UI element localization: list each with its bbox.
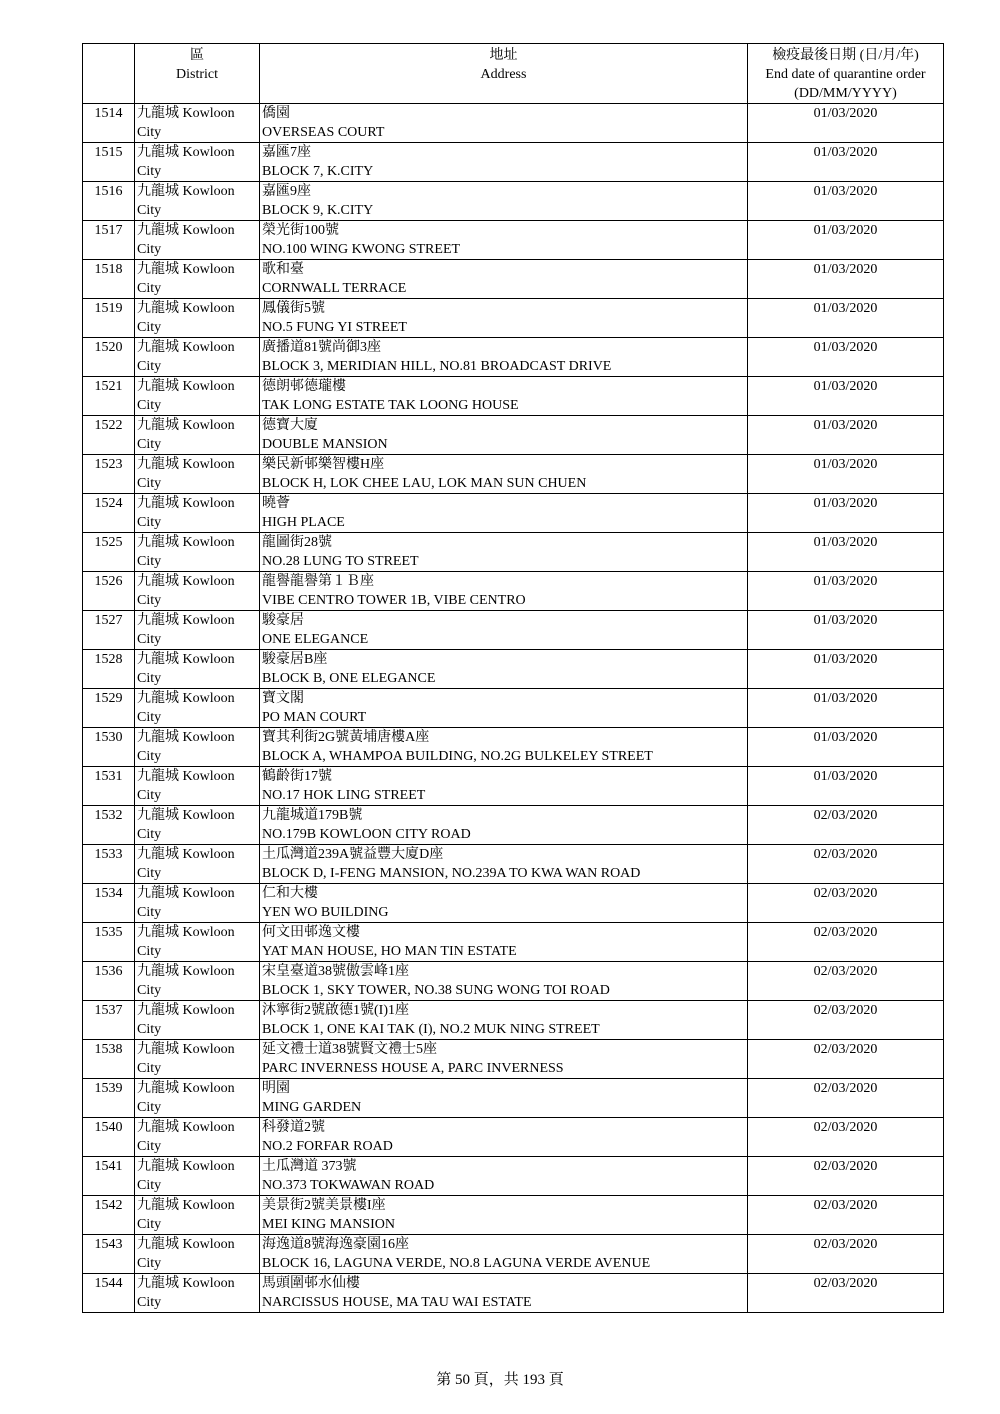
table-row [83, 182, 944, 221]
address-cell [260, 221, 748, 260]
address-zh: 龍圖街28號 [262, 535, 332, 550]
row-number: 1544 [83, 1274, 135, 1313]
header-address [260, 44, 748, 104]
district-cell [135, 884, 260, 923]
address-cell [260, 845, 748, 884]
address-cell [260, 1118, 748, 1157]
district-line-2: City [137, 632, 162, 647]
row-number: 1542 [83, 1196, 135, 1235]
end-date-cell: 02/03/2020 [748, 1235, 944, 1274]
row-number: 1520 [83, 338, 135, 377]
district-line-1: 九龍城 Kowloon [137, 1120, 235, 1135]
table-row [83, 143, 944, 182]
address-en: MEI KING MANSION [262, 1217, 395, 1232]
address-en: VIBE CENTRO TOWER 1B, VIBE CENTRO [262, 593, 526, 608]
header-date-format: (DD/MM/YYYY) [794, 86, 897, 101]
row-number: 1534 [83, 884, 135, 923]
table-row [83, 494, 944, 533]
district-line-2: City [137, 1139, 162, 1154]
end-date-cell: 02/03/2020 [748, 962, 944, 1001]
district-line-2: City [137, 983, 162, 998]
district-line-2: City [137, 203, 162, 218]
address-cell [260, 1157, 748, 1196]
row-number: 1540 [83, 1118, 135, 1157]
district-line-2: City [137, 1256, 162, 1271]
row-number: 1519 [83, 299, 135, 338]
district-line-2: City [137, 320, 162, 335]
district-cell [135, 962, 260, 1001]
address-cell [260, 884, 748, 923]
address-cell [260, 1001, 748, 1040]
district-line-1: 九龍城 Kowloon [137, 340, 235, 355]
district-line-1: 九龍城 Kowloon [137, 1159, 235, 1174]
address-en: DOUBLE MANSION [262, 437, 388, 452]
page-number: 第 50 頁，共 193 頁 [436, 1372, 564, 1388]
address-cell [260, 533, 748, 572]
address-en: BLOCK B, ONE ELEGANCE [262, 671, 436, 686]
district-line-1: 九龍城 Kowloon [137, 925, 235, 940]
end-date-cell: 01/03/2020 [748, 650, 944, 689]
district-cell [135, 728, 260, 767]
table-header-row [83, 44, 944, 104]
row-number: 1515 [83, 143, 135, 182]
district-line-2: City [137, 242, 162, 257]
district-line-2: City [137, 1022, 162, 1037]
address-en: PARC INVERNESS HOUSE A, PARC INVERNESS [262, 1061, 564, 1076]
row-number: 1514 [83, 104, 135, 143]
address-cell [260, 962, 748, 1001]
district-cell [135, 260, 260, 299]
row-number: 1541 [83, 1157, 135, 1196]
address-zh: 馬頭圍邨水仙樓 [262, 1276, 360, 1291]
district-cell [135, 806, 260, 845]
address-zh: 鳳儀街5號 [262, 301, 325, 316]
district-line-1: 九龍城 Kowloon [137, 613, 235, 628]
table-row [83, 962, 944, 1001]
district-line-2: City [137, 554, 162, 569]
district-cell [135, 455, 260, 494]
address-cell [260, 1274, 748, 1313]
table-row [83, 1157, 944, 1196]
district-line-2: City [137, 1295, 162, 1310]
address-zh: 樂民新邨樂智樓H座 [262, 457, 385, 472]
district-line-1: 九龍城 Kowloon [137, 808, 235, 823]
address-zh: 駿豪居B座 [262, 652, 328, 667]
district-line-1: 九龍城 Kowloon [137, 886, 235, 901]
address-cell [260, 260, 748, 299]
district-line-1: 九龍城 Kowloon [137, 652, 235, 667]
header-date-en: End date of quarantine order [765, 67, 926, 82]
address-zh: 科發道2號 [262, 1120, 325, 1135]
table-row [83, 533, 944, 572]
address-cell [260, 455, 748, 494]
row-number: 1537 [83, 1001, 135, 1040]
district-line-1: 九龍城 Kowloon [137, 1081, 235, 1096]
address-cell [260, 689, 748, 728]
end-date-cell: 01/03/2020 [748, 182, 944, 221]
row-number: 1524 [83, 494, 135, 533]
header-number [83, 44, 135, 104]
address-cell [260, 416, 748, 455]
district-cell [135, 1235, 260, 1274]
district-line-2: City [137, 515, 162, 530]
table-row [83, 1040, 944, 1079]
end-date-cell: 01/03/2020 [748, 143, 944, 182]
table-row [83, 767, 944, 806]
row-number: 1531 [83, 767, 135, 806]
end-date-cell: 01/03/2020 [748, 221, 944, 260]
district-line-1: 九龍城 Kowloon [137, 574, 235, 589]
table-row [83, 650, 944, 689]
row-number: 1532 [83, 806, 135, 845]
address-cell [260, 1040, 748, 1079]
end-date-cell: 01/03/2020 [748, 338, 944, 377]
district-line-2: City [137, 1061, 162, 1076]
table-row [83, 1235, 944, 1274]
address-zh: 嘉匯7座 [262, 145, 311, 160]
district-line-1: 九龍城 Kowloon [137, 847, 235, 862]
row-number: 1543 [83, 1235, 135, 1274]
address-zh: 鶴齡街17號 [262, 769, 332, 784]
address-zh: 美景街2號美景樓I座 [262, 1198, 386, 1213]
table-row [83, 611, 944, 650]
table-row [83, 1274, 944, 1313]
end-date-cell: 01/03/2020 [748, 533, 944, 572]
address-en: YEN WO BUILDING [262, 905, 389, 920]
row-number: 1525 [83, 533, 135, 572]
address-cell [260, 494, 748, 533]
district-cell [135, 1001, 260, 1040]
address-en: BLOCK H, LOK CHEE LAU, LOK MAN SUN CHUEN [262, 476, 587, 491]
district-line-2: City [137, 749, 162, 764]
row-number: 1517 [83, 221, 135, 260]
address-en: NO.100 WING KWONG STREET [262, 242, 461, 257]
table-row [83, 416, 944, 455]
row-number: 1521 [83, 377, 135, 416]
district-line-1: 九龍城 Kowloon [137, 223, 235, 238]
address-cell [260, 923, 748, 962]
district-line-1: 九龍城 Kowloon [137, 691, 235, 706]
address-en: PO MAN COURT [262, 710, 367, 725]
row-number: 1530 [83, 728, 135, 767]
address-cell [260, 767, 748, 806]
district-line-2: City [137, 593, 162, 608]
end-date-cell: 02/03/2020 [748, 1196, 944, 1235]
district-line-1: 九龍城 Kowloon [137, 730, 235, 745]
quarantine-table [82, 43, 944, 1313]
address-en: BLOCK D, I-FENG MANSION, NO.239A TO KWA WAN ROAD [262, 866, 641, 881]
address-zh: 何文田邨逸文樓 [262, 925, 360, 940]
district-cell [135, 221, 260, 260]
table-row [83, 689, 944, 728]
address-en: BLOCK 3, MERIDIAN HILL, NO.81 BROADCAST DRIVE [262, 359, 612, 374]
address-en: MING GARDEN [262, 1100, 362, 1115]
district-line-2: City [137, 281, 162, 296]
address-en: NO.2 FORFAR ROAD [262, 1139, 393, 1154]
address-en: BLOCK 1, ONE KAI TAK (I), NO.2 MUK NING STREET [262, 1022, 600, 1037]
district-line-2: City [137, 710, 162, 725]
district-line-1: 九龍城 Kowloon [137, 1237, 235, 1252]
address-zh: 寶文閣 [262, 691, 304, 706]
district-cell [135, 923, 260, 962]
district-cell [135, 650, 260, 689]
end-date-cell: 01/03/2020 [748, 689, 944, 728]
address-en: TAK LONG ESTATE TAK LOONG HOUSE [262, 398, 519, 413]
address-cell [260, 650, 748, 689]
table-body [83, 104, 944, 1313]
table-row [83, 728, 944, 767]
district-cell [135, 1157, 260, 1196]
row-number: 1516 [83, 182, 135, 221]
address-zh: 德寶大廈 [262, 418, 318, 433]
address-zh: 宋皇臺道38號傲雲峰1座 [262, 964, 409, 979]
district-line-2: City [137, 359, 162, 374]
district-line-1: 九龍城 Kowloon [137, 535, 235, 550]
row-number: 1536 [83, 962, 135, 1001]
district-line-1: 九龍城 Kowloon [137, 301, 235, 316]
end-date-cell: 01/03/2020 [748, 104, 944, 143]
table-row [83, 572, 944, 611]
address-cell [260, 338, 748, 377]
end-date-cell: 01/03/2020 [748, 260, 944, 299]
end-date-cell: 01/03/2020 [748, 377, 944, 416]
address-en: NO.373 TOKWAWAN ROAD [262, 1178, 435, 1193]
address-en: BLOCK 9, K.CITY [262, 203, 374, 218]
address-zh: 嘉匯9座 [262, 184, 311, 199]
district-cell [135, 572, 260, 611]
district-line-1: 九龍城 Kowloon [137, 769, 235, 784]
district-cell [135, 338, 260, 377]
address-en: NO.179B KOWLOON CITY ROAD [262, 827, 471, 842]
district-line-1: 九龍城 Kowloon [137, 964, 235, 979]
district-line-2: City [137, 866, 162, 881]
address-zh: 明園 [262, 1081, 290, 1096]
district-cell [135, 1118, 260, 1157]
table-row [83, 1196, 944, 1235]
table-row [83, 1001, 944, 1040]
table-row [83, 299, 944, 338]
district-line-2: City [137, 788, 162, 803]
table-row [83, 377, 944, 416]
row-number: 1528 [83, 650, 135, 689]
address-cell [260, 1196, 748, 1235]
district-cell [135, 299, 260, 338]
table-row [83, 260, 944, 299]
district-line-2: City [137, 1217, 162, 1232]
end-date-cell: 02/03/2020 [748, 1001, 944, 1040]
district-line-2: City [137, 398, 162, 413]
end-date-cell: 02/03/2020 [748, 1157, 944, 1196]
address-cell [260, 182, 748, 221]
district-cell [135, 143, 260, 182]
table-row [83, 923, 944, 962]
row-number: 1539 [83, 1079, 135, 1118]
district-cell [135, 1040, 260, 1079]
row-number: 1526 [83, 572, 135, 611]
address-zh: 海逸道8號海逸豪園16座 [262, 1237, 409, 1252]
address-cell [260, 104, 748, 143]
district-cell [135, 182, 260, 221]
district-cell [135, 611, 260, 650]
district-cell [135, 494, 260, 533]
table-row [83, 338, 944, 377]
address-zh: 土瓜灣道239A號益豐大廈D座 [262, 847, 444, 862]
address-zh: 九龍城道179B號 [262, 808, 363, 823]
district-line-2: City [137, 1178, 162, 1193]
address-en: BLOCK A, WHAMPOA BUILDING, NO.2G BULKELEY STREET [262, 749, 653, 764]
district-line-1: 九龍城 Kowloon [137, 145, 235, 160]
row-number: 1535 [83, 923, 135, 962]
district-line-2: City [137, 125, 162, 140]
district-line-1: 九龍城 Kowloon [137, 1198, 235, 1213]
district-line-1: 九龍城 Kowloon [137, 496, 235, 511]
address-en: CORNWALL TERRACE [262, 281, 407, 296]
district-line-1: 九龍城 Kowloon [137, 379, 235, 394]
address-en: NO.17 HOK LING STREET [262, 788, 426, 803]
table-row [83, 104, 944, 143]
district-line-1: 九龍城 Kowloon [137, 1003, 235, 1018]
end-date-cell: 02/03/2020 [748, 923, 944, 962]
table-row [83, 455, 944, 494]
address-zh: 榮光街100號 [262, 223, 339, 238]
end-date-cell: 02/03/2020 [748, 845, 944, 884]
address-zh: 龍譽龍譽第１Ｂ座 [262, 574, 374, 589]
district-cell [135, 533, 260, 572]
table-row [83, 845, 944, 884]
address-cell [260, 299, 748, 338]
header-district-zh: 區 [190, 48, 204, 63]
address-cell [260, 1235, 748, 1274]
address-en: BLOCK 7, K.CITY [262, 164, 374, 179]
row-number: 1529 [83, 689, 135, 728]
row-number: 1527 [83, 611, 135, 650]
row-number: 1522 [83, 416, 135, 455]
address-cell [260, 572, 748, 611]
address-cell [260, 377, 748, 416]
address-en: OVERSEAS COURT [262, 125, 385, 140]
table-row [83, 1118, 944, 1157]
header-date-zh: 檢疫最後日期 (日/月/年) [772, 48, 919, 63]
address-zh: 寶其利街2G號黃埔唐樓A座 [262, 730, 430, 745]
district-line-2: City [137, 1100, 162, 1115]
district-line-2: City [137, 905, 162, 920]
end-date-cell: 01/03/2020 [748, 494, 944, 533]
district-line-1: 九龍城 Kowloon [137, 1276, 235, 1291]
header-date [748, 44, 944, 104]
end-date-cell: 02/03/2020 [748, 1118, 944, 1157]
end-date-cell: 01/03/2020 [748, 299, 944, 338]
address-cell [260, 728, 748, 767]
end-date-cell: 01/03/2020 [748, 767, 944, 806]
address-zh: 僑園 [262, 106, 290, 121]
address-cell [260, 806, 748, 845]
table-row [83, 1079, 944, 1118]
end-date-cell: 02/03/2020 [748, 806, 944, 845]
address-cell [260, 611, 748, 650]
address-zh: 德朗邨德瓏樓 [262, 379, 346, 394]
end-date-cell: 02/03/2020 [748, 1274, 944, 1313]
district-line-1: 九龍城 Kowloon [137, 106, 235, 121]
address-zh: 駿豪居 [262, 613, 304, 628]
address-zh: 土瓜灣道 373號 [262, 1159, 357, 1174]
row-number: 1518 [83, 260, 135, 299]
district-line-2: City [137, 476, 162, 491]
end-date-cell: 01/03/2020 [748, 572, 944, 611]
header-district-en: District [176, 67, 218, 82]
address-zh: 沐寧街2號啟德1號(I)1座 [262, 1003, 409, 1018]
district-cell [135, 689, 260, 728]
end-date-cell: 01/03/2020 [748, 728, 944, 767]
district-line-1: 九龍城 Kowloon [137, 418, 235, 433]
address-en: BLOCK 1, SKY TOWER, NO.38 SUNG WONG TOI ROAD [262, 983, 610, 998]
address-en: BLOCK 16, LAGUNA VERDE, NO.8 LAGUNA VERDE AVENUE [262, 1256, 651, 1271]
district-line-1: 九龍城 Kowloon [137, 1042, 235, 1057]
district-cell [135, 377, 260, 416]
district-cell [135, 1274, 260, 1313]
district-line-2: City [137, 671, 162, 686]
district-cell [135, 767, 260, 806]
address-zh: 仁和大樓 [262, 886, 318, 901]
district-cell [135, 1079, 260, 1118]
address-zh: 延文禮士道38號賢文禮士5座 [262, 1042, 437, 1057]
address-en: HIGH PLACE [262, 515, 345, 530]
end-date-cell: 02/03/2020 [748, 1040, 944, 1079]
table-row [83, 884, 944, 923]
table-row [83, 221, 944, 260]
district-line-1: 九龍城 Kowloon [137, 262, 235, 277]
address-zh: 廣播道81號尚御3座 [262, 340, 381, 355]
header-address-zh: 地址 [489, 48, 518, 63]
district-line-1: 九龍城 Kowloon [137, 457, 235, 472]
table-row [83, 806, 944, 845]
address-zh: 歌和臺 [262, 262, 304, 277]
address-cell [260, 1079, 748, 1118]
end-date-cell: 01/03/2020 [748, 455, 944, 494]
address-cell [260, 143, 748, 182]
district-line-2: City [137, 164, 162, 179]
district-line-1: 九龍城 Kowloon [137, 184, 235, 199]
row-number: 1533 [83, 845, 135, 884]
end-date-cell: 02/03/2020 [748, 1079, 944, 1118]
district-cell [135, 104, 260, 143]
district-line-2: City [137, 437, 162, 452]
address-en: NO.28 LUNG TO STREET [262, 554, 419, 569]
end-date-cell: 01/03/2020 [748, 416, 944, 455]
address-zh: 曉薈 [262, 496, 290, 511]
district-line-2: City [137, 827, 162, 842]
address-en: NO.5 FUNG YI STREET [262, 320, 407, 335]
end-date-cell: 02/03/2020 [748, 884, 944, 923]
district-cell [135, 1196, 260, 1235]
header-district [135, 44, 260, 104]
address-en: YAT MAN HOUSE, HO MAN TIN ESTATE [262, 944, 517, 959]
end-date-cell: 01/03/2020 [748, 611, 944, 650]
district-line-2: City [137, 944, 162, 959]
district-cell [135, 845, 260, 884]
row-number: 1538 [83, 1040, 135, 1079]
header-address-en: Address [480, 67, 527, 82]
row-number: 1523 [83, 455, 135, 494]
address-en: NARCISSUS HOUSE, MA TAU WAI ESTATE [262, 1295, 532, 1310]
district-cell [135, 416, 260, 455]
address-en: ONE ELEGANCE [262, 632, 369, 647]
